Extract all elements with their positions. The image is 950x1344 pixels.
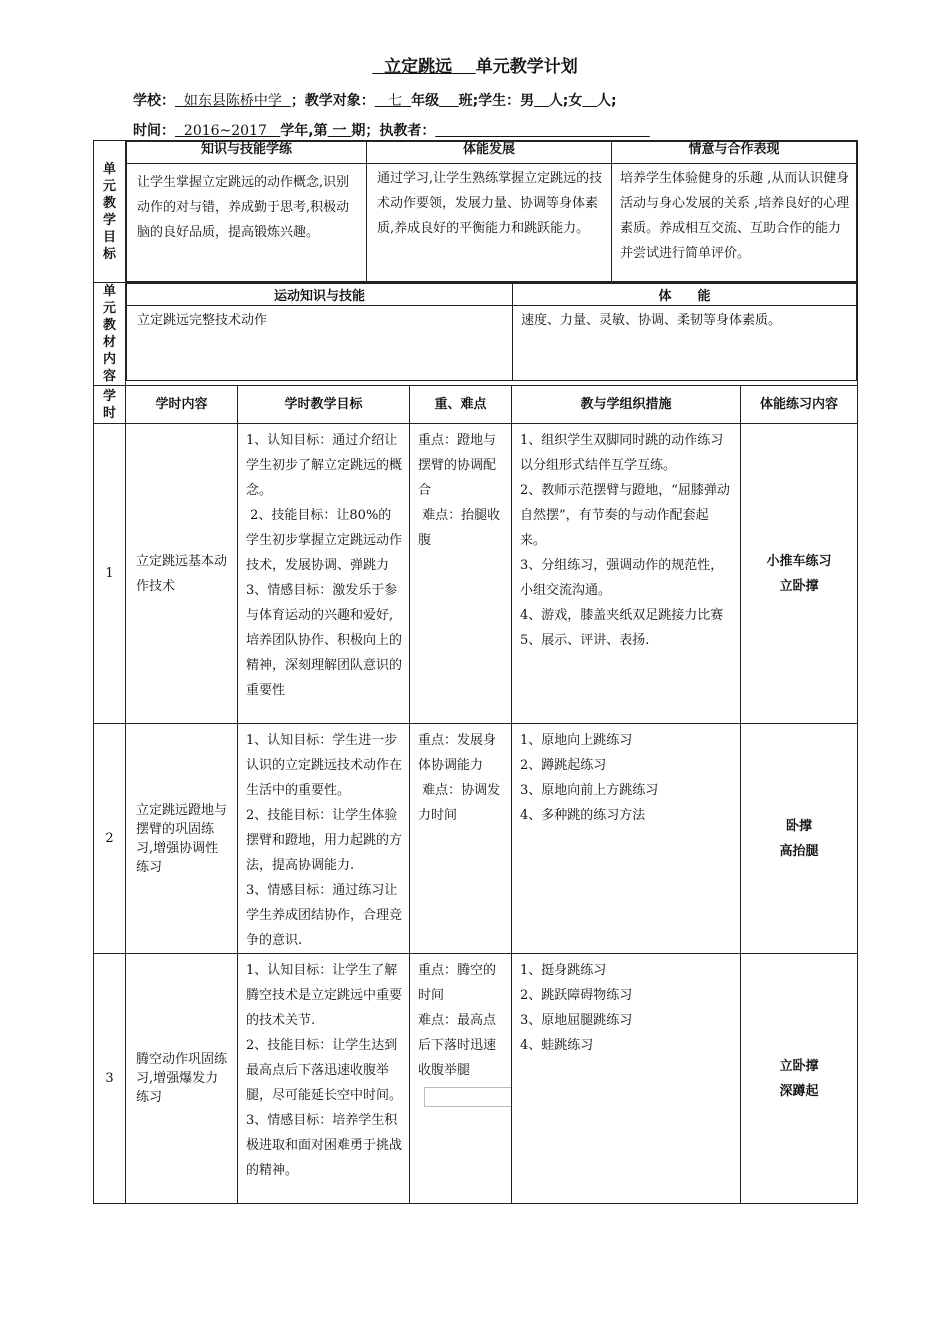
lesson-key-points [410,424,512,724]
lesson-goals [238,954,410,1204]
title-topic-text: 立定跳远 [384,57,453,77]
title-topic [372,57,476,77]
lesson-goal-item: 1、认知目标：通过介绍让学生初步了解立定跳远的概念。 [246,433,403,498]
lesson-goals [238,724,410,954]
header-goal: 学时教学目标 [238,386,410,424]
term-value-text: 一 [332,123,347,139]
lesson-measure-item: 2、教师示范摆臂与蹬地，“屈膝弹动自然摆”，有节奏的与动作配套起来。 [520,483,730,548]
lesson-fitness-item: 小推车练习 [766,553,832,569]
lesson-key-item: 重点：腾空的时间 [418,963,497,1003]
content-header-fitness: 体 能 [513,284,857,306]
lesson-key-item: 难点：协调发力时间 [418,783,501,823]
goals-side-label [94,141,126,283]
lesson-measure-item: 1、组织学生双脚同时跳的动作练习以分组形式结伴互学互练。 [520,433,724,473]
header-key: 重、难点 [410,386,512,424]
lesson-number: 1 [94,424,126,724]
lesson-measure-item: 4、多种跳的练习方法 [520,808,646,823]
lesson-measure-item: 3、分组练习，强调动作的规范性，小组交流沟通。 [520,558,724,598]
goals-affect-text: 培养学生体验健身的乐趣 ,从而认识健身活动与身心发展的关系 ,培养良好的心理素质。养成相互交流、互助合作的能力并尝试进行简单评价。 [612,164,857,282]
content-inner [126,283,857,381]
goals-knowledge-text: 让学生掌握立定跳远的动作概念,识别动作的对与错，养成勤于思考,积极动脑的良好品质，提高锻炼兴趣。 [127,164,367,282]
title-suffix: 单元教学计划 [475,57,578,77]
school-value-text: 如东县陈桥中学 [183,93,282,109]
lesson-goal-item: 1、认知目标：让学生了解腾空技术是立定跳远中重要的技术关节. [246,963,403,1028]
lesson-measures [512,424,741,724]
lessons-header-row [94,386,858,424]
lesson-goal-item: 2、技能目标：让学生体验摆臂和蹬地，用力起跳的方法，提高协调能力. [246,808,403,873]
target-label: ；教学对象： [290,93,375,109]
info-line-school [133,90,617,110]
lesson-goal-item: 3、情感目标：激发乐于参与体育运动的兴趣和爱好,培养团队协作、积极向上的精神，深刻理解团队意识的重要性 [246,583,403,698]
lesson-goal-item: 3、情感目标：培养学生积极进取和面对困难勇于挑战的精神。 [246,1113,403,1178]
goals-row [94,141,858,283]
lesson-fitness-item: 高抬腿 [779,843,819,859]
grade-value-text: 七 [388,93,403,109]
content-side-label [94,283,126,386]
empty-input-box[interactable] [424,1087,512,1107]
lesson-measures [512,954,741,1204]
lesson-fitness [741,424,858,724]
lesson-fitness [741,724,858,954]
girls-label: 人; [597,93,617,109]
lesson-number: 2 [94,724,126,954]
lesson-fitness [741,954,858,1204]
boys-blank [534,93,549,109]
girls-blank [582,93,597,109]
lesson-fitness-item: 立卧撑 [779,578,819,594]
goals-header-knowledge: 知识与技能学练 [127,142,367,164]
header-content: 学时内容 [126,386,238,424]
lesson-number: 3 [94,954,126,1204]
lesson-measure-item: 3、原地屈腿跳练习 [520,1013,633,1028]
lesson-fitness-item: 立卧撑 [779,1058,819,1074]
year-value-text: 2016~2017 [183,123,267,139]
lesson-key-item: 重点：发展身体协调能力 [418,733,497,773]
info-line-time [133,120,650,140]
goals-header-fitness: 体能发展 [367,142,612,164]
term-value [328,123,352,139]
lesson-measure-item: 1、原地向上跳练习 [520,733,633,748]
term-label: 期；执教者： [351,123,436,139]
lesson-fitness-item: 卧撑 [785,818,812,834]
school-value [175,93,291,109]
lesson-content: 立定跳远蹬地与摆臂的巩固练习,增强协调性练习 [126,724,238,954]
year-label: 学年,第 [280,123,328,139]
lesson-goal-item: 2、技能目标：让80%的学生初步掌握立定跳远动作技术，发展协调、弹跳力 [246,508,403,573]
lesson-goals [238,424,410,724]
lesson-measure-item: 2、蹲跳起练习 [520,758,607,773]
lesson-row [94,424,858,724]
content-header-skill: 运动知识与技能 [127,284,513,306]
lesson-measure-item: 2、跳跃障碍物练习 [520,988,633,1003]
header-measures: 教与学组织措施 [512,386,741,424]
class-label: 班;学生：男 [458,93,535,109]
content-skill-text: 立定跳远完整技术动作 [127,306,513,381]
teaching-plan-table [93,140,858,1204]
class-blank [439,93,459,109]
lesson-measure-item: 4、蛙跳练习 [520,1038,594,1053]
content-row [94,283,858,386]
lesson-measure-item: 3、原地向前上方跳练习 [520,783,659,798]
page-title [0,52,950,77]
lesson-goal-item: 1、认知目标：学生进一步认识的立定跳远技术动作在生活中的重要性。 [246,733,403,798]
time-label: 时间： [133,123,175,139]
lesson-measure-item: 5、展示、评讲、表扬. [520,633,650,648]
boys-label: 人;女 [548,93,583,109]
school-label: 学校： [133,93,175,109]
lesson-key-item: 难点：抬腿收腹 [418,508,501,548]
lesson-key-item: 重点：蹬地与摆臂的协调配合 [418,433,497,498]
lesson-key-points [410,724,512,954]
goals-header-affect: 情意与合作表现 [612,142,857,164]
lessons-side-label [94,386,126,424]
lesson-measure-item: 1、挺身跳练习 [520,963,607,978]
lesson-key-points [410,954,512,1204]
goals-block [126,141,858,283]
goals-inner [126,141,857,282]
lesson-row [94,954,858,1204]
teacher-blank [435,123,649,139]
goals-fitness-text: 通过学习,让学生熟练掌握立定跳远的技术动作要领，发展力量、协调等身体素质,养成良好的平衡能力和跳跃能力。 [367,164,612,282]
lesson-content: 腾空动作巩固练习,增强爆发力练习 [126,954,238,1204]
lessons-side-text: 学时 [102,388,116,421]
lesson-goal-item: 2、技能目标：让学生达到最高点后下落迅速收腹举腿，尽可能延长空中时间。 [246,1038,403,1103]
content-block [126,283,858,386]
lesson-measure-item: 4、游戏，膝盖夹纸双足跳接力比赛 [520,608,724,623]
lesson-fitness-item: 深蹲起 [779,1083,819,1099]
content-fitness-text: 速度、力量、灵敏、协调、柔韧等身体素质。 [513,306,857,381]
grade-value [375,93,411,109]
content-side-text: 单元教材内容 [102,284,116,384]
lesson-measures [512,724,741,954]
lesson-key-item: 难点：最高点后下落时迅速收腹举腿 [418,1013,497,1078]
grade-label: 年级 [411,93,440,109]
header-fitness: 体能练习内容 [741,386,858,424]
lesson-content: 立定跳远基本动作技术 [126,424,238,724]
lesson-goal-item: 3、情感目标：通过练习让学生养成团结协作，合理竞争的意识. [246,883,403,948]
lesson-row [94,724,858,954]
goals-side-text: 单元教学目标 [102,161,116,262]
year-value [175,123,280,139]
